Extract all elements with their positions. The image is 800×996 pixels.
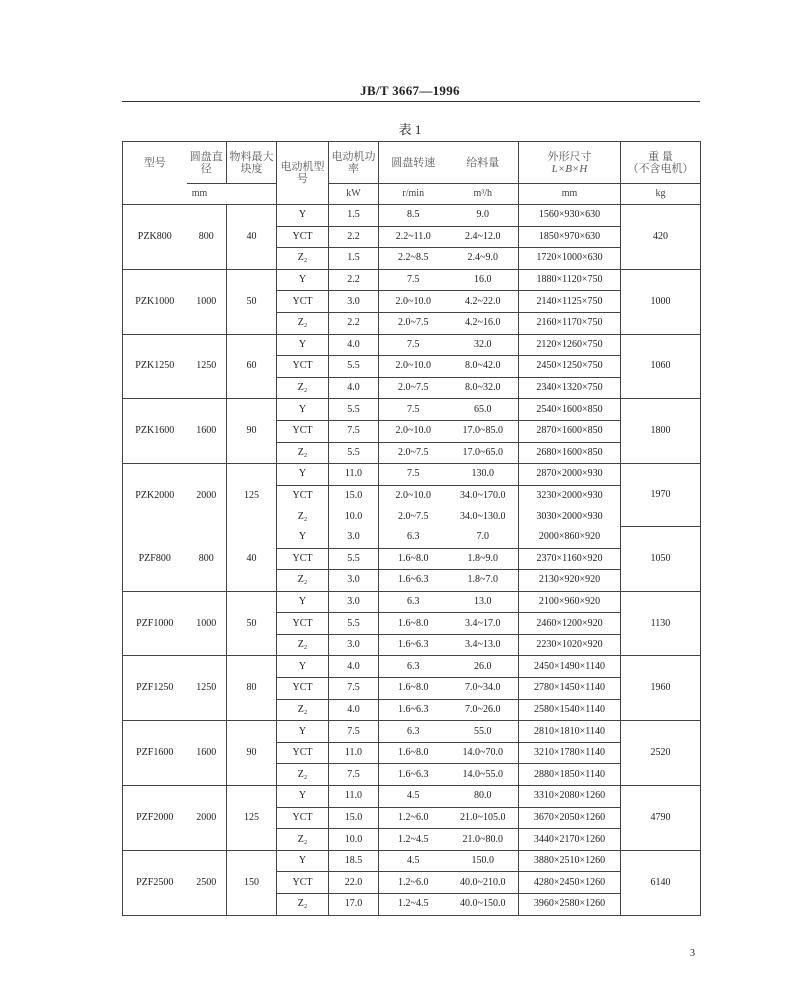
table-row xyxy=(123,399,701,421)
power-cell: 15.0 xyxy=(329,807,379,829)
feed-cell: 8.0~42.0 xyxy=(448,356,519,378)
header-model: 型号 xyxy=(123,142,187,184)
speed-cell: 1.6~8.0 xyxy=(379,613,448,635)
dimensions-cell: 1850×970×630 xyxy=(519,226,621,248)
dimensions-cell: 2120×1260×750 xyxy=(519,334,621,356)
power-cell: 4.0 xyxy=(329,699,379,721)
power-cell: 5.5 xyxy=(329,613,379,635)
speed-cell: 4.5 xyxy=(379,850,448,872)
feed-cell: 9.0 xyxy=(448,205,519,227)
model-cell: PZF2500 xyxy=(123,850,187,915)
feed-cell: 16.0 xyxy=(448,269,519,291)
motor-type-cell: YCT xyxy=(277,420,329,442)
max-size-cell: 125 xyxy=(227,464,277,527)
motor-type-cell: YCT xyxy=(277,872,329,894)
feed-cell: 7.0~26.0 xyxy=(448,699,519,721)
power-cell: 11.0 xyxy=(329,786,379,808)
speed-cell: 1.6~8.0 xyxy=(379,742,448,764)
dimensions-cell: 1880×1120×750 xyxy=(519,269,621,291)
motor-type-cell: Z₂ xyxy=(277,442,329,464)
weight-cell: 1050 xyxy=(621,527,701,591)
speed-cell: 7.5 xyxy=(379,269,448,291)
header-weight-note: （不含电机） xyxy=(627,162,694,175)
model-cell: PZK2000 xyxy=(123,464,187,527)
table-row xyxy=(123,334,701,356)
speed-cell: 6.3 xyxy=(379,721,448,743)
feed-cell: 80.0 xyxy=(448,786,519,808)
motor-type-cell: Y xyxy=(277,205,329,227)
speed-cell: 1.6~6.3 xyxy=(379,764,448,786)
header-feed: 给料量 xyxy=(448,142,519,184)
speed-cell: 1.2~4.5 xyxy=(379,829,448,851)
dimensions-cell: 3030×2000×930 xyxy=(519,506,621,527)
page-number: 3 xyxy=(690,948,695,959)
power-cell: 5.5 xyxy=(329,356,379,378)
speed-cell: 2.0~7.5 xyxy=(379,506,448,527)
header-motor-type: 电动机型 号 xyxy=(277,142,329,205)
diameter-cell: 1600 xyxy=(187,721,227,786)
motor-type-cell: Z₂ xyxy=(277,312,329,334)
motor-type-cell: Y xyxy=(277,464,329,486)
dimensions-cell: 3670×2050×1260 xyxy=(519,807,621,829)
feed-cell: 2.4~9.0 xyxy=(448,248,519,270)
motor-type-cell: Y xyxy=(277,334,329,356)
feed-cell: 26.0 xyxy=(448,656,519,678)
weight-cell: 1960 xyxy=(621,656,701,721)
speed-cell: 6.3 xyxy=(379,527,448,548)
power-cell: 7.5 xyxy=(329,764,379,786)
feed-cell: 14.0~70.0 xyxy=(448,742,519,764)
dimensions-cell: 2450×1250×750 xyxy=(519,356,621,378)
table-row xyxy=(123,527,701,548)
dimensions-cell: 3440×2170×1260 xyxy=(519,829,621,851)
power-cell: 18.5 xyxy=(329,850,379,872)
weight-cell: 1800 xyxy=(621,399,701,464)
feed-cell: 4.2~16.0 xyxy=(448,312,519,334)
diameter-cell: 1250 xyxy=(187,656,227,721)
dimensions-cell: 3880×2510×1260 xyxy=(519,850,621,872)
motor-type-cell: YCT xyxy=(277,356,329,378)
motor-type-cell: Z₂ xyxy=(277,634,329,656)
diameter-cell: 2000 xyxy=(187,464,227,527)
diameter-cell: 1000 xyxy=(187,269,227,334)
weight-cell: 1970 xyxy=(621,464,701,527)
motor-type-cell: Z₂ xyxy=(277,829,329,851)
feed-cell: 21.0~105.0 xyxy=(448,807,519,829)
speed-cell: 2.0~10.0 xyxy=(379,291,448,313)
max-size-cell: 50 xyxy=(227,269,277,334)
unit-speed: r/min xyxy=(379,184,448,205)
dimensions-cell: 2870×2000×930 xyxy=(519,464,621,486)
speed-cell: 7.5 xyxy=(379,334,448,356)
speed-cell: 2.0~10.0 xyxy=(379,485,448,506)
feed-cell: 2.4~12.0 xyxy=(448,226,519,248)
motor-type-cell: YCT xyxy=(277,291,329,313)
dimensions-cell: 2580×1540×1140 xyxy=(519,699,621,721)
header-row xyxy=(123,142,701,184)
motor-type-cell: YCT xyxy=(277,226,329,248)
speed-cell: 1.2~4.5 xyxy=(379,894,448,916)
model-cell: PZF1250 xyxy=(123,656,187,721)
motor-type-cell: YCT xyxy=(277,678,329,700)
power-cell: 7.5 xyxy=(329,420,379,442)
speed-cell: 1.6~6.3 xyxy=(379,570,448,592)
speed-cell: 1.6~8.0 xyxy=(379,548,448,570)
table-row xyxy=(123,269,701,291)
dimensions-cell: 2340×1320×750 xyxy=(519,377,621,399)
weight-cell: 4790 xyxy=(621,786,701,851)
speed-cell: 1.6~8.0 xyxy=(379,678,448,700)
model-cell: PZF1000 xyxy=(123,591,187,656)
power-cell: 2.2 xyxy=(329,226,379,248)
max-size-cell: 90 xyxy=(227,399,277,464)
dimensions-cell: 2370×1160×920 xyxy=(519,548,621,570)
speed-cell: 7.5 xyxy=(379,464,448,486)
dimensions-cell: 2810×1810×1140 xyxy=(519,721,621,743)
speed-cell: 2.0~10.0 xyxy=(379,356,448,378)
model-cell: PZF800 xyxy=(123,527,187,591)
diameter-cell: 2000 xyxy=(187,786,227,851)
unit-power: kW xyxy=(329,184,379,205)
table-row xyxy=(123,721,701,743)
model-cell: PZF1600 xyxy=(123,721,187,786)
dimensions-cell: 3960×2580×1260 xyxy=(519,894,621,916)
header-weight xyxy=(621,142,701,184)
speed-cell: 1.6~6.3 xyxy=(379,699,448,721)
weight-cell: 1060 xyxy=(621,334,701,399)
power-cell: 5.5 xyxy=(329,442,379,464)
model-cell: PZK800 xyxy=(123,205,187,270)
feed-cell: 55.0 xyxy=(448,721,519,743)
speed-cell: 6.3 xyxy=(379,656,448,678)
power-cell: 2.2 xyxy=(329,269,379,291)
dimensions-cell: 3230×2000×930 xyxy=(519,485,621,506)
header-dimensions xyxy=(519,142,621,184)
dimensions-cell: 3210×1780×1140 xyxy=(519,742,621,764)
dimensions-cell: 2460×1200×920 xyxy=(519,613,621,635)
motor-type-cell: Y xyxy=(277,527,329,548)
power-cell: 15.0 xyxy=(329,485,379,506)
max-size-cell: 80 xyxy=(227,656,277,721)
dimensions-cell: 1720×1000×630 xyxy=(519,248,621,270)
feed-cell: 150.0 xyxy=(448,850,519,872)
table-row xyxy=(123,786,701,808)
dimensions-cell: 2140×1125×750 xyxy=(519,291,621,313)
header-speed: 圆盘转速 xyxy=(379,142,448,184)
feed-cell: 34.0~170.0 xyxy=(448,485,519,506)
feed-cell: 65.0 xyxy=(448,399,519,421)
weight-cell: 1130 xyxy=(621,591,701,656)
power-cell: 5.5 xyxy=(329,548,379,570)
dimensions-cell: 2870×1600×850 xyxy=(519,420,621,442)
max-size-cell: 40 xyxy=(227,527,277,591)
power-cell: 4.0 xyxy=(329,656,379,678)
header-diameter: 圆盘直径 xyxy=(187,142,227,184)
power-cell: 22.0 xyxy=(329,872,379,894)
speed-cell: 1.2~6.0 xyxy=(379,807,448,829)
motor-type-cell: Z₂ xyxy=(277,699,329,721)
motor-type-cell: YCT xyxy=(277,548,329,570)
feed-cell: 32.0 xyxy=(448,334,519,356)
feed-cell: 17.0~85.0 xyxy=(448,420,519,442)
power-cell: 3.0 xyxy=(329,634,379,656)
diameter-cell: 800 xyxy=(187,527,227,591)
motor-type-cell: YCT xyxy=(277,485,329,506)
power-cell: 11.0 xyxy=(329,464,379,486)
feed-cell: 4.2~22.0 xyxy=(448,291,519,313)
power-cell: 11.0 xyxy=(329,742,379,764)
feed-cell: 8.0~32.0 xyxy=(448,377,519,399)
dimensions-cell: 2450×1490×1140 xyxy=(519,656,621,678)
max-size-cell: 150 xyxy=(227,850,277,915)
speed-cell: 1.6~6.3 xyxy=(379,634,448,656)
motor-type-cell: Y xyxy=(277,656,329,678)
diameter-cell: 1600 xyxy=(187,399,227,464)
speed-cell: 2.0~10.0 xyxy=(379,420,448,442)
motor-type-cell: Y xyxy=(277,721,329,743)
max-size-cell: 125 xyxy=(227,786,277,851)
feed-cell: 17.0~65.0 xyxy=(448,442,519,464)
motor-type-cell: Z₂ xyxy=(277,506,329,527)
header-rule xyxy=(122,101,700,102)
power-cell: 3.0 xyxy=(329,570,379,592)
power-cell: 5.5 xyxy=(329,399,379,421)
feed-cell: 13.0 xyxy=(448,591,519,613)
dimensions-cell: 2100×960×920 xyxy=(519,591,621,613)
speed-cell: 4.5 xyxy=(379,786,448,808)
header-max-size: 物料最大块度 xyxy=(227,142,277,184)
weight-cell: 2520 xyxy=(621,721,701,786)
feed-cell: 7.0 xyxy=(448,527,519,548)
dimensions-cell: 2780×1450×1140 xyxy=(519,678,621,700)
motor-type-cell: Z₂ xyxy=(277,894,329,916)
max-size-cell: 60 xyxy=(227,334,277,399)
table-row xyxy=(123,591,701,613)
model-cell: PZK1600 xyxy=(123,399,187,464)
speed-cell: 6.3 xyxy=(379,591,448,613)
motor-type-cell: Y xyxy=(277,786,329,808)
speed-cell: 8.5 xyxy=(379,205,448,227)
motor-type-cell: Y xyxy=(277,269,329,291)
header-dims-formula: L×B×H xyxy=(551,162,588,175)
feed-cell: 40.0~210.0 xyxy=(448,872,519,894)
units-row xyxy=(123,184,701,205)
motor-type-cell: YCT xyxy=(277,742,329,764)
feed-cell: 40.0~150.0 xyxy=(448,894,519,916)
dimensions-cell: 3310×2080×1260 xyxy=(519,786,621,808)
model-cell: PZK1000 xyxy=(123,269,187,334)
power-cell: 10.0 xyxy=(329,506,379,527)
dimensions-cell: 2000×860×920 xyxy=(519,527,621,548)
motor-type-cell: Y xyxy=(277,591,329,613)
unit-weight: kg xyxy=(621,184,701,205)
diameter-cell: 1250 xyxy=(187,334,227,399)
motor-type-cell: Z₂ xyxy=(277,764,329,786)
motor-type-cell: Z₂ xyxy=(277,377,329,399)
feed-cell: 34.0~130.0 xyxy=(448,506,519,527)
max-size-cell: 90 xyxy=(227,721,277,786)
power-cell: 3.0 xyxy=(329,291,379,313)
header-dims-label: 外形尺寸 xyxy=(547,150,592,163)
feed-cell: 1.8~7.0 xyxy=(448,570,519,592)
power-cell: 7.5 xyxy=(329,721,379,743)
feed-cell: 14.0~55.0 xyxy=(448,764,519,786)
feed-cell: 3.4~17.0 xyxy=(448,613,519,635)
speed-cell: 2.0~7.5 xyxy=(379,312,448,334)
dimensions-cell: 2680×1600×850 xyxy=(519,442,621,464)
motor-type-cell: Y xyxy=(277,850,329,872)
speed-cell: 2.2~8.5 xyxy=(379,248,448,270)
speed-cell: 2.0~7.5 xyxy=(379,377,448,399)
diameter-cell: 2500 xyxy=(187,850,227,915)
table-row xyxy=(123,205,701,227)
power-cell: 3.0 xyxy=(329,591,379,613)
document-code: JB/T 3667—1996 xyxy=(360,83,460,98)
feed-cell: 7.0~34.0 xyxy=(448,678,519,700)
power-cell: 3.0 xyxy=(329,527,379,548)
diameter-cell: 800 xyxy=(187,205,227,270)
speed-cell: 2.0~7.5 xyxy=(379,442,448,464)
power-cell: 7.5 xyxy=(329,678,379,700)
dimensions-cell: 2880×1850×1140 xyxy=(519,764,621,786)
dimensions-cell: 2160×1170×750 xyxy=(519,312,621,334)
table-body xyxy=(123,205,701,916)
model-cell: PZF2000 xyxy=(123,786,187,851)
unit-feed: m³/h xyxy=(448,184,519,205)
diameter-cell: 1000 xyxy=(187,591,227,656)
header-power: 电动机功 率 xyxy=(329,142,379,184)
motor-type-cell: Y xyxy=(277,399,329,421)
feed-cell: 21.0~80.0 xyxy=(448,829,519,851)
feed-cell: 1.8~9.0 xyxy=(448,548,519,570)
table-row xyxy=(123,464,701,486)
dimensions-cell: 2130×920×920 xyxy=(519,570,621,592)
weight-cell: 420 xyxy=(621,205,701,270)
motor-type-cell: Z₂ xyxy=(277,570,329,592)
power-cell: 1.5 xyxy=(329,205,379,227)
power-cell: 2.2 xyxy=(329,312,379,334)
table-row xyxy=(123,850,701,872)
max-size-cell: 50 xyxy=(227,591,277,656)
model-cell: PZK1250 xyxy=(123,334,187,399)
unit-dims: mm xyxy=(519,184,621,205)
power-cell: 4.0 xyxy=(329,377,379,399)
dimensions-cell: 2540×1600×850 xyxy=(519,399,621,421)
table-row xyxy=(123,656,701,678)
weight-cell: 1000 xyxy=(621,269,701,334)
motor-type-cell: YCT xyxy=(277,807,329,829)
power-cell: 1.5 xyxy=(329,248,379,270)
specification-table xyxy=(122,141,701,916)
power-cell: 10.0 xyxy=(329,829,379,851)
feed-cell: 130.0 xyxy=(448,464,519,486)
speed-cell: 1.2~6.0 xyxy=(379,872,448,894)
header-weight-label: 重 量 xyxy=(648,150,673,163)
speed-cell: 7.5 xyxy=(379,399,448,421)
power-cell: 4.0 xyxy=(329,334,379,356)
unit-mm: mm xyxy=(123,184,277,205)
dimensions-cell: 4280×2450×1260 xyxy=(519,872,621,894)
power-cell: 17.0 xyxy=(329,894,379,916)
speed-cell: 2.2~11.0 xyxy=(379,226,448,248)
motor-type-cell: Z₂ xyxy=(277,248,329,270)
max-size-cell: 40 xyxy=(227,205,277,270)
dimensions-cell: 2230×1020×920 xyxy=(519,634,621,656)
feed-cell: 3.4~13.0 xyxy=(448,634,519,656)
dimensions-cell: 1560×930×630 xyxy=(519,205,621,227)
weight-cell: 6140 xyxy=(621,850,701,915)
motor-type-cell: YCT xyxy=(277,613,329,635)
table-caption: 表 1 xyxy=(398,122,422,137)
